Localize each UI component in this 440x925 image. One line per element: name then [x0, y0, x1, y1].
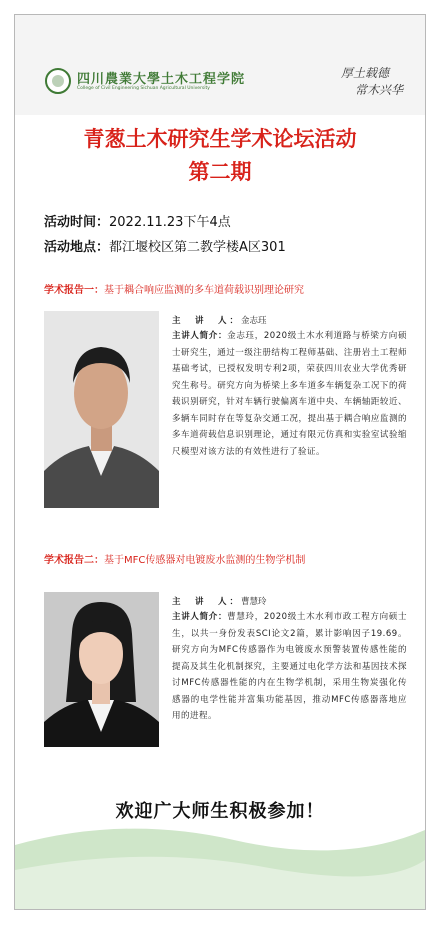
school-logo-icon [45, 68, 71, 94]
speaker-1-portrait-image [44, 311, 159, 508]
event-time-label: 活动时间： [44, 215, 110, 230]
report-2-label: 学术报告二： [44, 555, 104, 566]
speaker-1-bio-label: 主讲人简介： [172, 331, 228, 341]
speaker-2-photo [44, 592, 159, 747]
speaker-2-portrait-image [44, 592, 159, 747]
speaker-2-bio-label: 主讲人简介： [172, 612, 228, 622]
speaker-1-name: 金志珏 [241, 316, 267, 326]
report-1-topic: 基于耦合响应监测的多车道荷载识别理论研究 [104, 285, 304, 296]
speaker-2-name: 曹慧玲 [241, 597, 267, 607]
speaker-1-label: 主 讲 人： [172, 316, 242, 326]
report-2-topic: 基于MFC传感器对电镀废水监测的生物学机制 [104, 555, 306, 566]
school-motto [341, 65, 403, 99]
event-time [44, 211, 231, 230]
speaker-2-line [172, 595, 267, 607]
speaker-2-bio [172, 609, 407, 725]
report-1-label: 学术报告一： [44, 285, 104, 296]
event-place-value: 都江堰校区第二教学楼A区301 [109, 240, 286, 255]
poster-subtitle: 第二期 [188, 160, 252, 184]
poster [14, 14, 426, 910]
poster-title: 青葱土木研究生学术论坛活动 [83, 127, 357, 151]
event-place [44, 236, 286, 255]
header-banner [15, 15, 425, 115]
motto-line-2: 常木兴华 [354, 83, 403, 97]
event-time-value: 2022.11.23下午4点 [109, 215, 231, 230]
report-2-heading [44, 551, 305, 566]
speaker-1-line [172, 314, 267, 326]
speaker-1-bio-text: 金志珏，2020级土木水利道路与桥梁方向硕士研究生，通过一级注册结构工程师基础、注册岩土工程师基础考试，已授权发明专利2项，荣获四川农业大学优秀研究生称号。研究方向为桥梁上多车道多车辆复杂工况下的荷载识别研究，针对车辆行驶偏离车道中央、车辆轴距较近、多辆车同时存在等复杂交通工况，提出基于耦合响应监测的多车道荷载信息识别理论，通过有限元仿真和实验室试验缩尺模型对该方法的有效性进行了验证。 [172, 331, 407, 457]
speaker-1-photo [44, 311, 159, 508]
report-1-heading [44, 281, 304, 296]
welcome-message: 欢迎广大师生积极参加！ [115, 801, 325, 822]
event-place-label: 活动地点： [44, 240, 110, 255]
speaker-2-label: 主 讲 人： [172, 597, 242, 607]
speaker-1-bio [172, 328, 407, 460]
speaker-2-bio-text: 曹慧玲，2020级土木水利市政工程方向硕士生，以共一身份发表SCI论文2篇，累计影响因子19.69。研究方向为MFC传感器作为电镀废水预警装置传感性能的提高及其生化机制探究，主要通过电化学方法和基因技术探讨MFC传感器性能的内在生物学机制，采用生物炭强化传感器的电学性能并富集功能基因，推动MFC传感器落地应用的进程。 [172, 612, 407, 721]
school-name-english: College of Civil Engineering Sichuan Agricultural University [77, 86, 210, 91]
school-name: 四川農業大學土木工程学院 [77, 72, 246, 87]
motto-line-1: 厚土载德 [340, 66, 389, 80]
